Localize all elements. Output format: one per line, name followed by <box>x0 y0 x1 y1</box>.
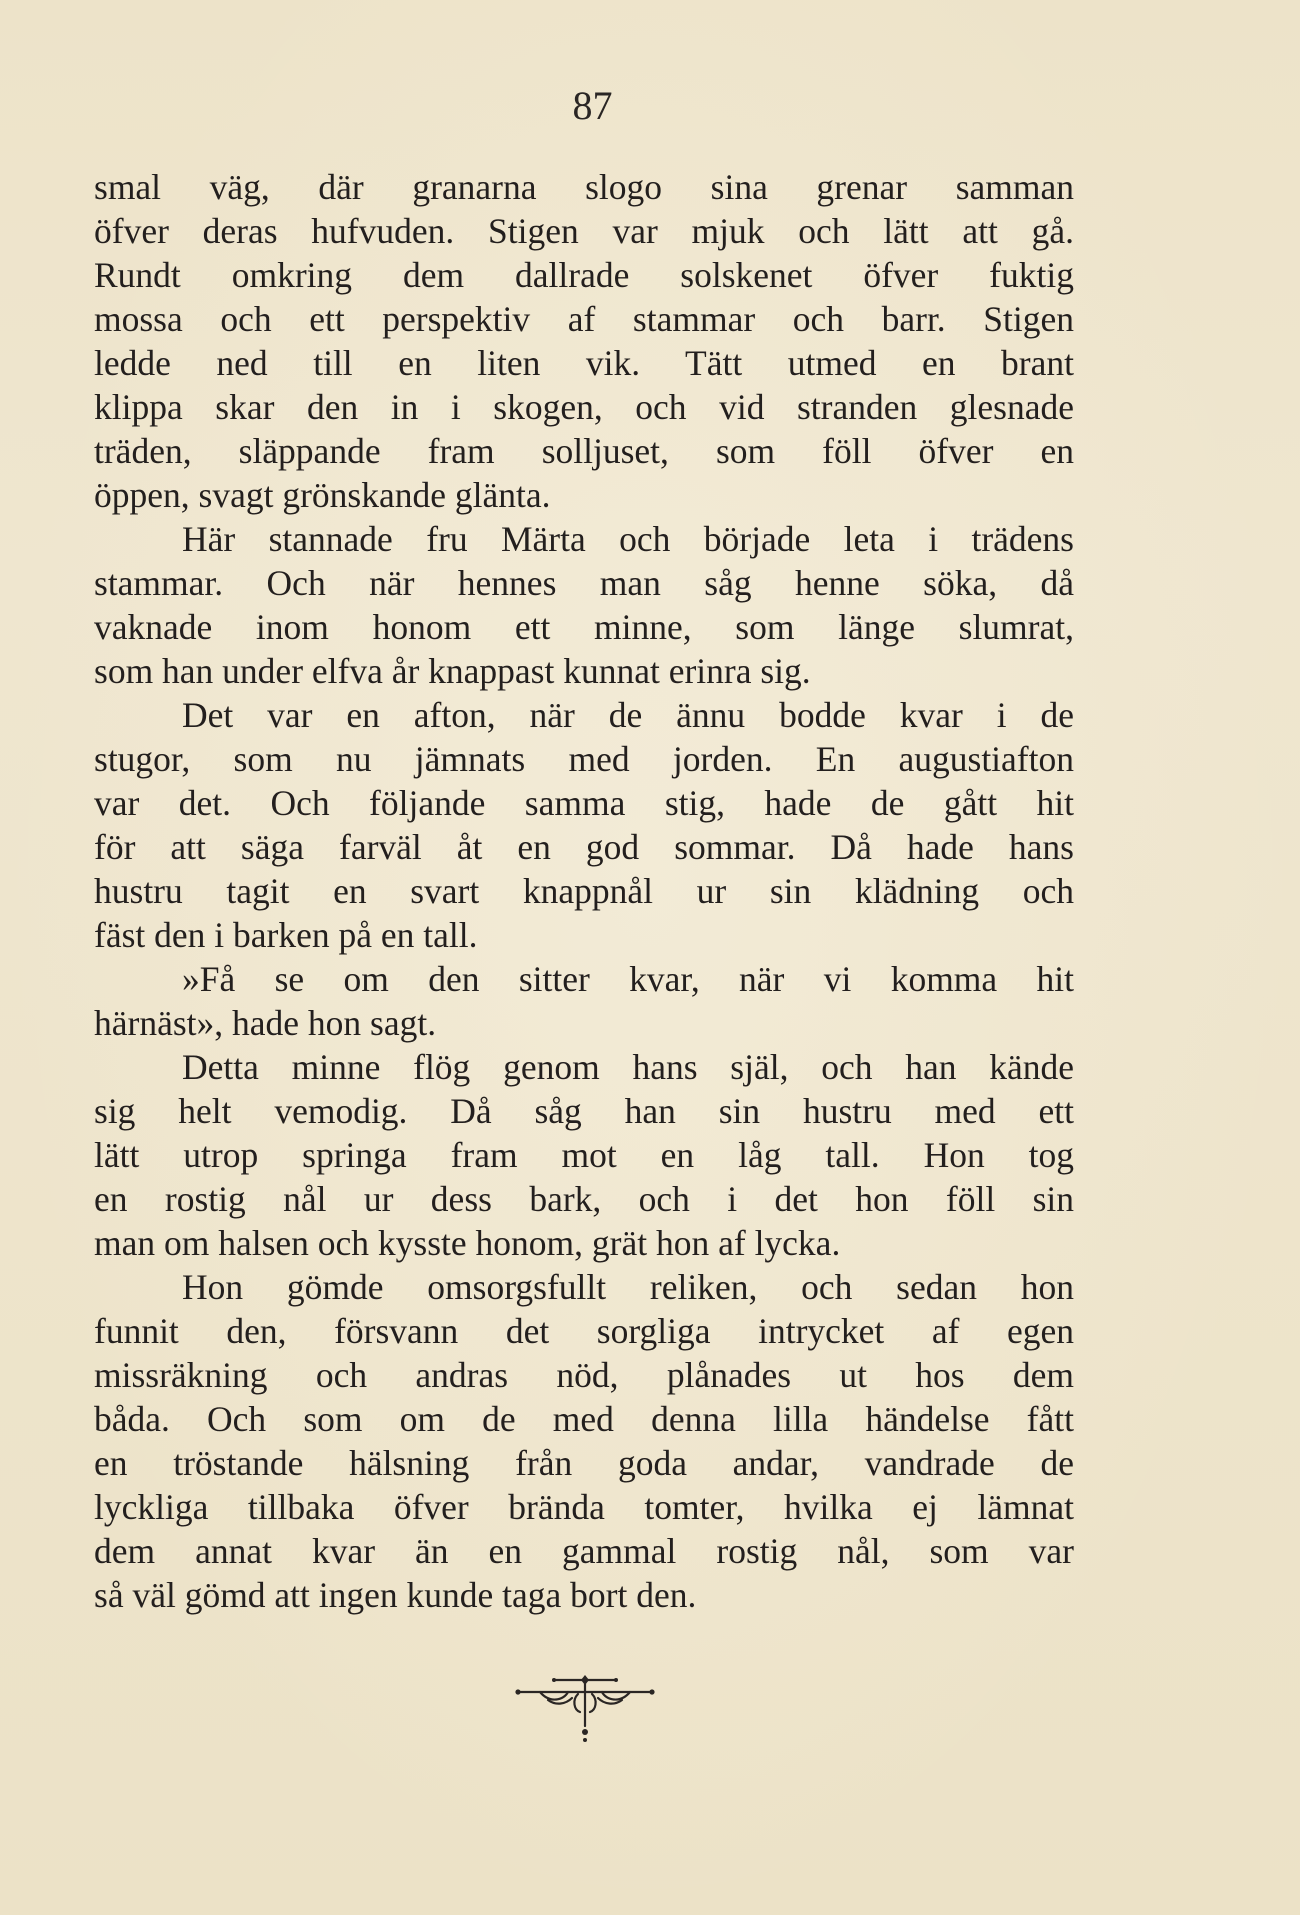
text-line: klippa skar den in i skogen, och vid stranden glesnade <box>94 387 1074 427</box>
text-line: var det. Och följande samma stig, hade de gått hit <box>94 783 1074 823</box>
text-line: lätt utrop springa fram mot en låg tall. Hon tog <box>94 1135 1074 1175</box>
text-line: mossa och ett perspektiv af stammar och barr. Stigen <box>94 299 1074 339</box>
text-line: ledde ned till en liten vik. Tätt utmed en brant <box>94 343 1074 383</box>
text-line: härnäst», hade hon sagt. <box>94 1003 437 1043</box>
text-line: en rostig nål ur dess bark, och i det hon föll sin <box>94 1179 1074 1219</box>
page-number: 87 <box>572 83 613 128</box>
text-line: missräkning och andras nöd, plånades ut hos dem <box>94 1355 1074 1395</box>
text-line: så väl gömd att ingen kunde taga bort den. <box>94 1575 697 1615</box>
text-line: vaknade inom honom ett minne, som länge slumrat, <box>94 607 1074 647</box>
text-line: Hon gömde omsorgsfullt reliken, och sedan hon <box>182 1267 1074 1307</box>
tailpiece-ornament-icon <box>510 1670 660 1746</box>
text-line: Det var en afton, när de ännu bodde kvar i de <box>182 695 1074 735</box>
text-line: hustru tagit en svart knappnål ur sin klädning och <box>94 871 1074 911</box>
text-line: Här stannade fru Märta och började leta i trädens <box>182 519 1074 559</box>
text-line: lyckliga tillbaka öfver brända tomter, hvilka ej lämnat <box>94 1487 1074 1527</box>
text-line: smal väg, där granarna slogo sina grenar samman <box>94 167 1074 207</box>
text-line: som han under elfva år knappast kunnat erinra sig. <box>94 651 811 691</box>
text-line: »Få se om den sitter kvar, när vi komma hit <box>182 959 1074 999</box>
text-line: stammar. Och när hennes man såg henne söka, då <box>94 563 1074 603</box>
text-line: Detta minne flög genom hans själ, och han kände <box>182 1047 1074 1087</box>
text-line: dem annat kvar än en gammal rostig nål, som var <box>94 1531 1074 1571</box>
body-text <box>94 165 1074 1617</box>
text-line: fäst den i barken på en tall. <box>94 915 478 955</box>
text-line: sig helt vemodig. Då såg han sin hustru med ett <box>94 1091 1074 1131</box>
text-line: funnit den, försvann det sorgliga intrycket af egen <box>94 1311 1074 1351</box>
text-line: man om halsen och kysste honom, grät hon af lycka. <box>94 1223 841 1263</box>
text-line: för att säga farväl åt en god sommar. Då hade hans <box>94 827 1074 867</box>
text-line: öppen, svagt grönskande glänta. <box>94 475 551 515</box>
text-line: Rundt omkring dem dallrade solskenet öfver fuktig <box>94 255 1074 295</box>
text-line: båda. Och som om de med denna lilla händelse fått <box>94 1399 1074 1439</box>
text-line: stugor, som nu jämnats med jorden. En augustiafton <box>94 739 1074 779</box>
text-line: en tröstande hälsning från goda andar, vandrade de <box>94 1443 1074 1483</box>
text-line: träden, släppande fram solljuset, som föll öfver en <box>94 431 1074 471</box>
text-line: öfver deras hufvuden. Stigen var mjuk och lätt att gå. <box>94 211 1074 251</box>
